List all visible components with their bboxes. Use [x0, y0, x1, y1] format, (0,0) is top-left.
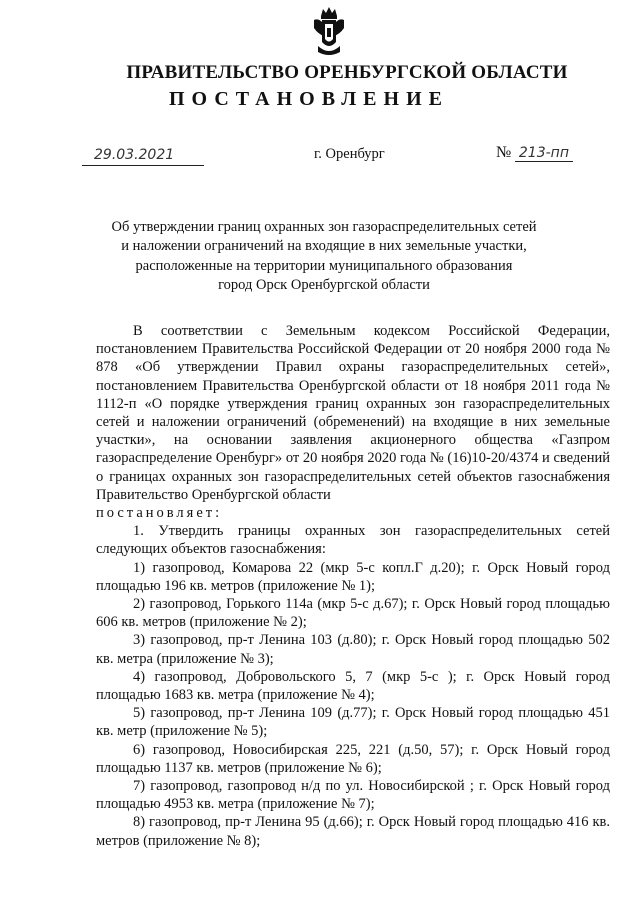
document-type: ПОСТАНОВЛЕНИЕ [169, 88, 449, 110]
subject-line: Об утверждении границ охранных зон газораспределительных сетей [111, 219, 537, 235]
list-item: 6) газопровод, Новосибирская 225, 221 (д.50, 57); г. Орск Новый город площадью 1137 кв. метров (приложение № 6); [96, 741, 610, 776]
subject-line: город Орск Оренбургской области [218, 276, 430, 293]
decree-word: постановляет: [96, 505, 223, 522]
list-item: 3) газопровод, пр-т Ленина 103 (д.80); г. Орск Новый город площадью 502 кв. метра (приложение № 3); [96, 632, 610, 667]
subject-line: и наложении ограничений на входящие в них земельные участки, [121, 238, 527, 255]
list-item: 2) газопровод, Горького 114а (мкр 5-с д.67); г. Орск Новый город площадью 606 кв. метров (приложение № 2); [96, 596, 610, 631]
government-title: ПРАВИТЕЛЬСТВО ОРЕНБУРГСКОЙ ОБЛАСТИ [126, 62, 568, 83]
meta-row [0, 143, 640, 169]
document-number [496, 143, 586, 163]
document-body [96, 322, 610, 850]
point-1: 1. Утвердить границы охранных зон газораспределительных сетей следующих объектов газоснабжения: [96, 523, 610, 558]
document-subject [110, 218, 538, 295]
list-item: 4) газопровод, Добровольского 5, 7 (мкр 5-с ); г. Орск Новый город площадью 1683 кв. метра (приложение № 4); [96, 668, 610, 704]
number-sign: № [496, 144, 512, 161]
subject-line: расположенные на территории муниципального образования [135, 257, 513, 274]
document-date: 29.03.2021 [82, 145, 204, 166]
number-value: 213-пп [515, 145, 573, 162]
list-item: 7) газопровод, газопровод н/д по ул. Новосибирской ; г. Орск Новый город площадью 4953 кв. метра (приложение № 7); [96, 778, 610, 813]
document-city: г. Оренбург [314, 146, 385, 162]
list-item: 8) газопровод, пр-т Ленина 95 (д.66); г. Орск Новый город площадью 416 кв. метров (приложение № 8); [96, 814, 610, 849]
list-item: 5) газопровод, пр-т Ленина 109 (д.77); г. Орск Новый город площадью 451 кв. метр (приложение № 5); [96, 705, 610, 740]
list-item: 1) газопровод, Комарова 22 (мкр 5-с копл.Г д.20); г. Орск Новый город площадью 196 кв. метров (приложение № 1); [96, 559, 610, 594]
preamble-paragraph: В соответствии с Земельным кодексом Российской Федерации, постановлением Правительства Российской Федерации от 20 ноября 2000 года № 878 «Об утверждении Правил охраны газораспределительных сетей», постановлением Правительства Оренбургской области от 18 ноября 2011 года № 1112-п «О порядке утверждения границ охранных зон газораспределительных сетей и наложении ограничений (обременений) на входящие в них земельные участки», на основании заявления акционерного общества «Газпром газораспределение Оренбург» от 20 ноября 2020 года № (16)10-20/4374 и сведений о границах охранных зон газораспределительных сетей объектов газоснабжения Правительство Оренбургской области [96, 323, 610, 503]
coat-of-arms-icon [312, 6, 346, 58]
